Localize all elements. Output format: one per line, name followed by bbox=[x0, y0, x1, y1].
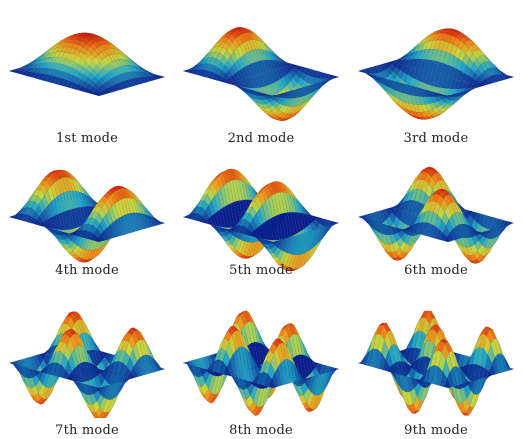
mode-caption: 2nd mode bbox=[227, 131, 295, 146]
mode-surface-plot bbox=[174, 0, 348, 126]
mode-surface-plot bbox=[0, 0, 174, 126]
mode-caption: 8th mode bbox=[229, 423, 293, 438]
mode-surface-plot bbox=[0, 292, 174, 418]
mode-caption: 9th mode bbox=[404, 423, 468, 438]
mode-surface-plot bbox=[349, 0, 523, 126]
mode-caption: 7th mode bbox=[55, 423, 119, 438]
mode-caption: 4th mode bbox=[55, 263, 119, 278]
mode-panel-7 bbox=[0, 292, 174, 438]
mode-panel-5 bbox=[174, 146, 348, 292]
mode-surface-plot bbox=[349, 146, 523, 272]
mode-panel-9 bbox=[349, 292, 523, 438]
mode-panel-1 bbox=[0, 0, 174, 146]
mode-panel-6 bbox=[349, 146, 523, 292]
mode-surface-plot bbox=[0, 146, 174, 272]
mode-panel-4 bbox=[0, 146, 174, 292]
mode-caption: 5th mode bbox=[229, 263, 293, 278]
mode-surface-plot bbox=[349, 292, 523, 418]
mode-panel-2 bbox=[174, 0, 348, 146]
mode-surface-plot bbox=[174, 292, 348, 418]
mode-panel-8 bbox=[174, 292, 348, 438]
mode-caption: 3rd mode bbox=[403, 131, 469, 146]
mode-panel-3 bbox=[349, 0, 523, 146]
mode-surface-plot bbox=[174, 146, 348, 272]
mode-caption: 6th mode bbox=[404, 263, 468, 278]
mode-caption: 1st mode bbox=[55, 131, 119, 146]
